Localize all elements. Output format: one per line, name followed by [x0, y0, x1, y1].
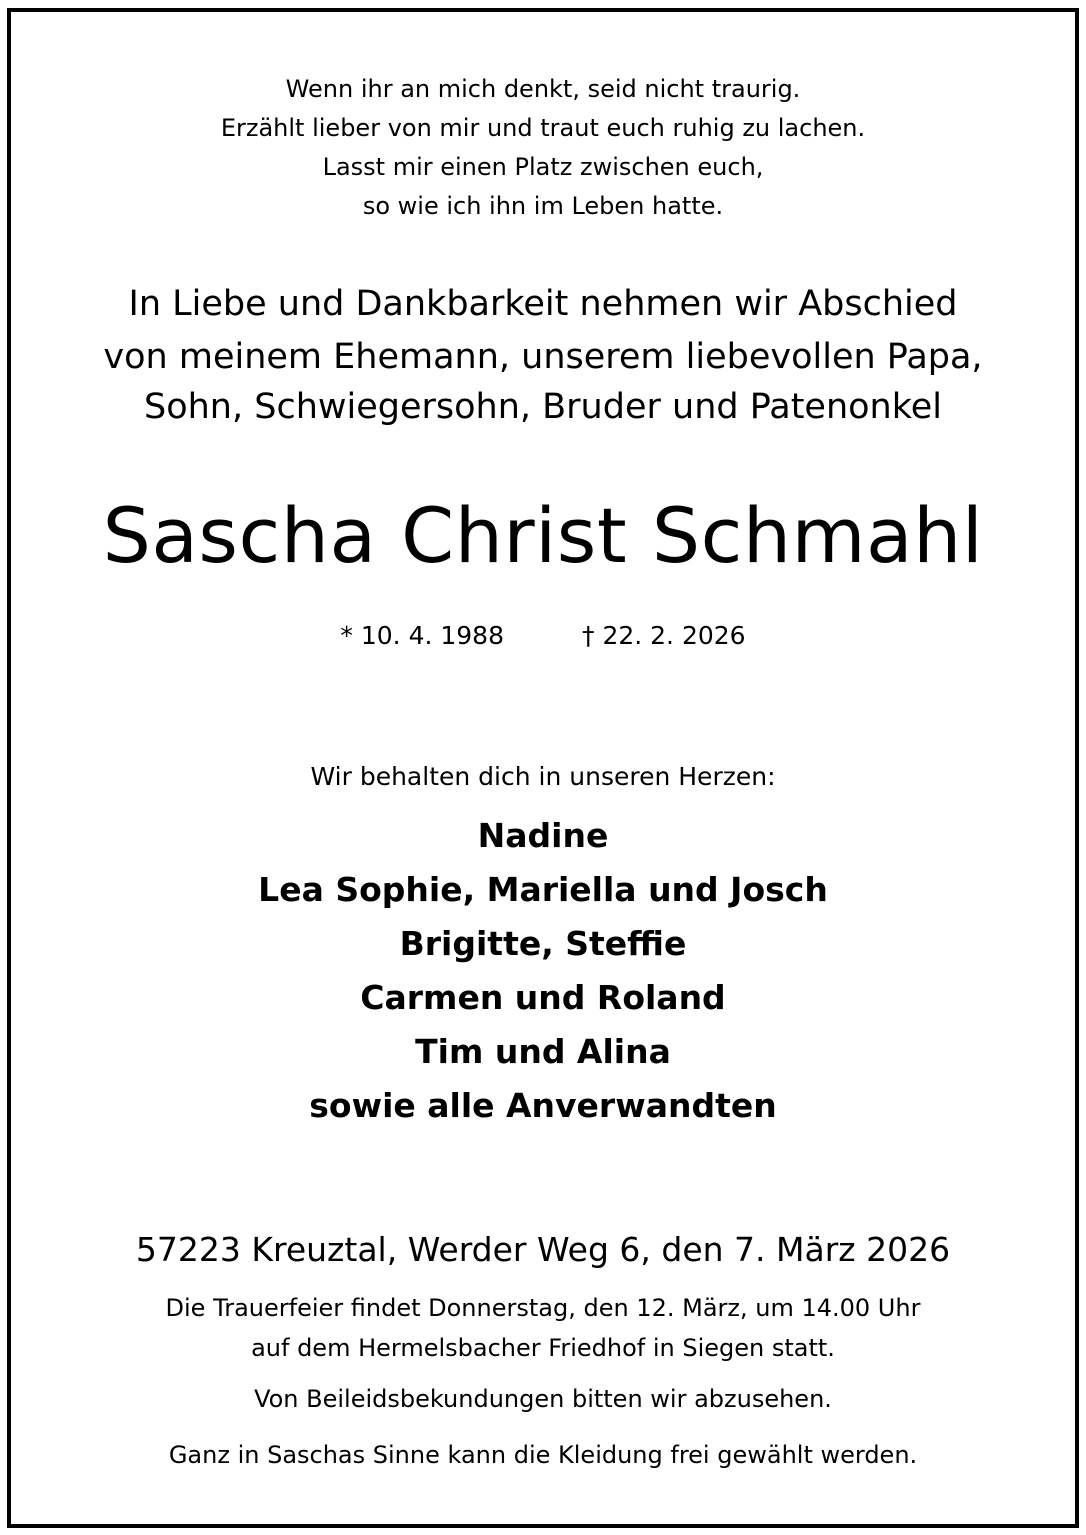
- mourner-line: Lea Sophie, Mariella und Josch: [258, 870, 828, 909]
- mourner-line: Tim und Alina: [415, 1032, 671, 1071]
- poem-line: so wie ich ihn im Leben hatte.: [362, 192, 724, 220]
- place-and-date: 57223 Kreuztal, Werder Weg 6, den 7. März 2026: [135, 1230, 951, 1269]
- poem-line: Wenn ihr an mich denkt, seid nicht traurig.: [285, 75, 801, 103]
- death-date: † 22. 2. 2026: [582, 621, 746, 650]
- mourner-line: Brigitte, Steffie: [399, 924, 687, 963]
- intro-line: In Liebe und Dankbarkeit nehmen wir Abschied: [128, 284, 958, 324]
- mourner-line: sowie alle Anverwandten: [309, 1086, 777, 1125]
- intro-line: von meinem Ehemann, unserem liebevollen Papa,: [103, 337, 983, 377]
- intro-line: Sohn, Schwiegersohn, Bruder und Patenonkel: [143, 387, 943, 427]
- poem-line: Lasst mir einen Platz zwischen euch,: [322, 153, 764, 181]
- service-line: Die Trauerfeier findet Donnerstag, den 12. März, um 14.00 Uhr: [165, 1294, 921, 1322]
- mourner-line: Carmen und Roland: [360, 978, 726, 1017]
- life-dates: [0, 623, 1086, 648]
- service-line: auf dem Hermelsbacher Friedhof in Siegen statt.: [251, 1334, 835, 1362]
- mourner-line: Nadine: [477, 816, 609, 855]
- deceased-name: Sascha Christ Schmahl: [102, 491, 984, 580]
- mourners-intro: Wir behalten dich in unseren Herzen:: [310, 762, 776, 791]
- dress-note: Ganz in Saschas Sinne kann die Kleidung frei gewählt werden.: [168, 1441, 918, 1469]
- poem-line: Erzählt lieber von mir und traut euch ruhig zu lachen.: [220, 114, 866, 142]
- condolence-note: Von Beileidsbekundungen bitten wir abzusehen.: [254, 1385, 832, 1413]
- birth-date: * 10. 4. 1988: [340, 621, 504, 650]
